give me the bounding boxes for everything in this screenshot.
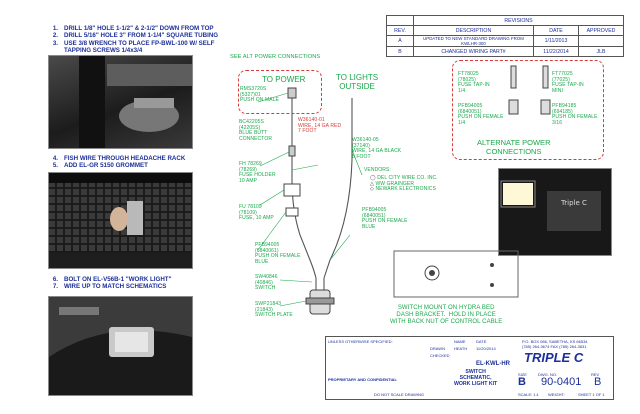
- weight: WEIGHT:: [548, 392, 565, 397]
- ring-note: RMS3720S (5327)01 PUSH ON MALE: [240, 86, 279, 104]
- to-power-label: TO POWER: [262, 75, 306, 84]
- revision-row: B CHANGED WIRING PART# 11/22/2014 JLB: [387, 47, 624, 57]
- photo-drilling: [48, 55, 193, 149]
- proprietary-label: PROPRIETARY AND CONFIDENTIAL: [328, 377, 397, 382]
- name-col: NAME: [454, 339, 466, 344]
- to-lights-label: TO LIGHTS OUTSIDE: [336, 73, 379, 91]
- part-number: EL-KWL-HR: [476, 361, 510, 367]
- photo-fish-wire: [48, 172, 193, 269]
- mount-note: SWITCH MOUNT ON HYDRA BED DASH BRACKET. HOLD IN PLACE WITH BACK NUT OF CONTROL CABLE: [390, 305, 503, 325]
- dwg-label: DWG. NO.: [538, 372, 558, 377]
- revisions-title: REVISIONS: [414, 16, 624, 26]
- dwg-number: 90-0401: [541, 376, 582, 388]
- drawn-by: HEATH: [454, 346, 468, 351]
- vendor-item: ◇ NEWARK ELECTRONICS: [370, 186, 436, 193]
- wire-red-note: W36140-01 WIRE, 14 GA RED 7 FOOT: [298, 117, 342, 135]
- scale: SCALE: 1:1: [518, 392, 539, 397]
- sheet: SHEET 1 OF 1: [578, 392, 605, 397]
- fuse-note: FU 78109 (78109) FUSE, 10 AMP: [239, 204, 274, 222]
- vendors-title: VENDORS:: [364, 167, 391, 173]
- switch-plate-note: SWP21843 (21843) SWITCH PLATE: [255, 301, 293, 319]
- push-female-note-2: PFB94005 (6840061) PUSH ON FEMALE BLUE: [255, 242, 301, 265]
- size-label: SIZE: [518, 372, 527, 377]
- phone: (785) 264-3674 FAX (785) 264-3631: [522, 344, 587, 349]
- alt-left-bottom: PFB94005 (6840051) PUSH ON FEMALE 1/4: [458, 103, 504, 126]
- address: P.O. BOX 086, SABETHA, KS 66534: [522, 339, 588, 344]
- noscale-note: DO NOT SCALE DRAWING: [374, 392, 425, 397]
- push-female-note-1: PFB94005 (6840051) PUSH ON FEMALE BLUE: [362, 207, 408, 230]
- vendor-item: △ WW GRAINGER: [370, 180, 415, 187]
- alt-power-title: ALTERNATE POWER CONNECTIONS: [477, 138, 551, 156]
- switch-mount-drawing: [392, 245, 527, 305]
- alt-left-top: FT78025 (78025) FUSE TAP-IN 1/4: [458, 71, 490, 94]
- svg-text:Triple C: Triple C: [561, 199, 587, 207]
- butt-conn-note: BC42205S (42205S) BLUE BUTT CONNECTOR: [239, 119, 273, 142]
- checked-label: CHECKED: [430, 353, 450, 358]
- alt-right-bottom: PFB94185 (694185) PUSH ON FEMALE 3/16: [552, 103, 598, 126]
- rev-value: B: [594, 376, 602, 388]
- size-value: B: [518, 376, 526, 388]
- revisions-table: REVISIONS REV. DESCRIPTION DATE APPROVED A UPDATED TO NEW STANDARD DRAWING FROM KWLHR-300 1/11/2013 B CHANGED WIRING PART# 11/22/2014 JLB: [386, 15, 624, 57]
- drawing-title: SWITCH SCHEMATIC, WORK LIGHT KIT: [454, 369, 498, 387]
- alt-fuse-taps: [505, 64, 565, 134]
- vendor-item: ◯ DEL CITY WIRE CO. INC.: [370, 175, 438, 181]
- vendor-list: [370, 176, 438, 193]
- drawn-date: 11/20/2014: [476, 346, 496, 351]
- switch-note: SW40846 (40846) SWITCH: [255, 274, 278, 292]
- steps-mid: 4. FISH WIRE THROUGH HEADACHE RACK 5. ADD EL-GR 5150 GROMMET: [52, 155, 186, 170]
- alt-right-top: FT77025 (77025) FUSE TAP-IN MINI: [552, 71, 584, 94]
- unless-note: UNLESS OTHERWISE SPECIFIED:: [328, 339, 393, 344]
- photo-work-light: [48, 296, 193, 396]
- rev-label: REV: [591, 372, 600, 377]
- revision-row: A UPDATED TO NEW STANDARD DRAWING FROM KWLHR-300 1/11/2013: [387, 36, 624, 47]
- fuse-holder-note: FH 78269 (78269) FUSE HOLDER 10 AMP: [239, 161, 276, 184]
- drawn-label: DRAWN: [430, 346, 445, 351]
- wire-black-note: W36140-05 (37140) WIRE, 14 GA BLACK 8 FOOT: [352, 137, 402, 160]
- steps-top: 1. DRILL 1/8" HOLE 1-1/2" & 2-1/2" DOWN FROM TOP 2. DRILL 5/16" HOLE 3" FROM 1-1/4" SQUARE TUBING 3. USE 3/8 WRENCH TO PLACE FP-BWL-100 W/ SELF TAPPING SCREWS 1/4x3/4: [52, 25, 219, 54]
- steps-bot: 6. BOLT ON EL-V56B-1 "WORK LIGHT" 7. WIRE UP TO MATCH SCHEMATICS: [52, 276, 172, 291]
- date-col: DATE: [476, 339, 487, 344]
- see-alt-note: SEE ALT POWER CONNECTIONS: [230, 54, 321, 60]
- photo-truck-light: [498, 168, 612, 256]
- company-logo: TRIPLE C: [524, 350, 584, 365]
- title-block: [325, 336, 614, 400]
